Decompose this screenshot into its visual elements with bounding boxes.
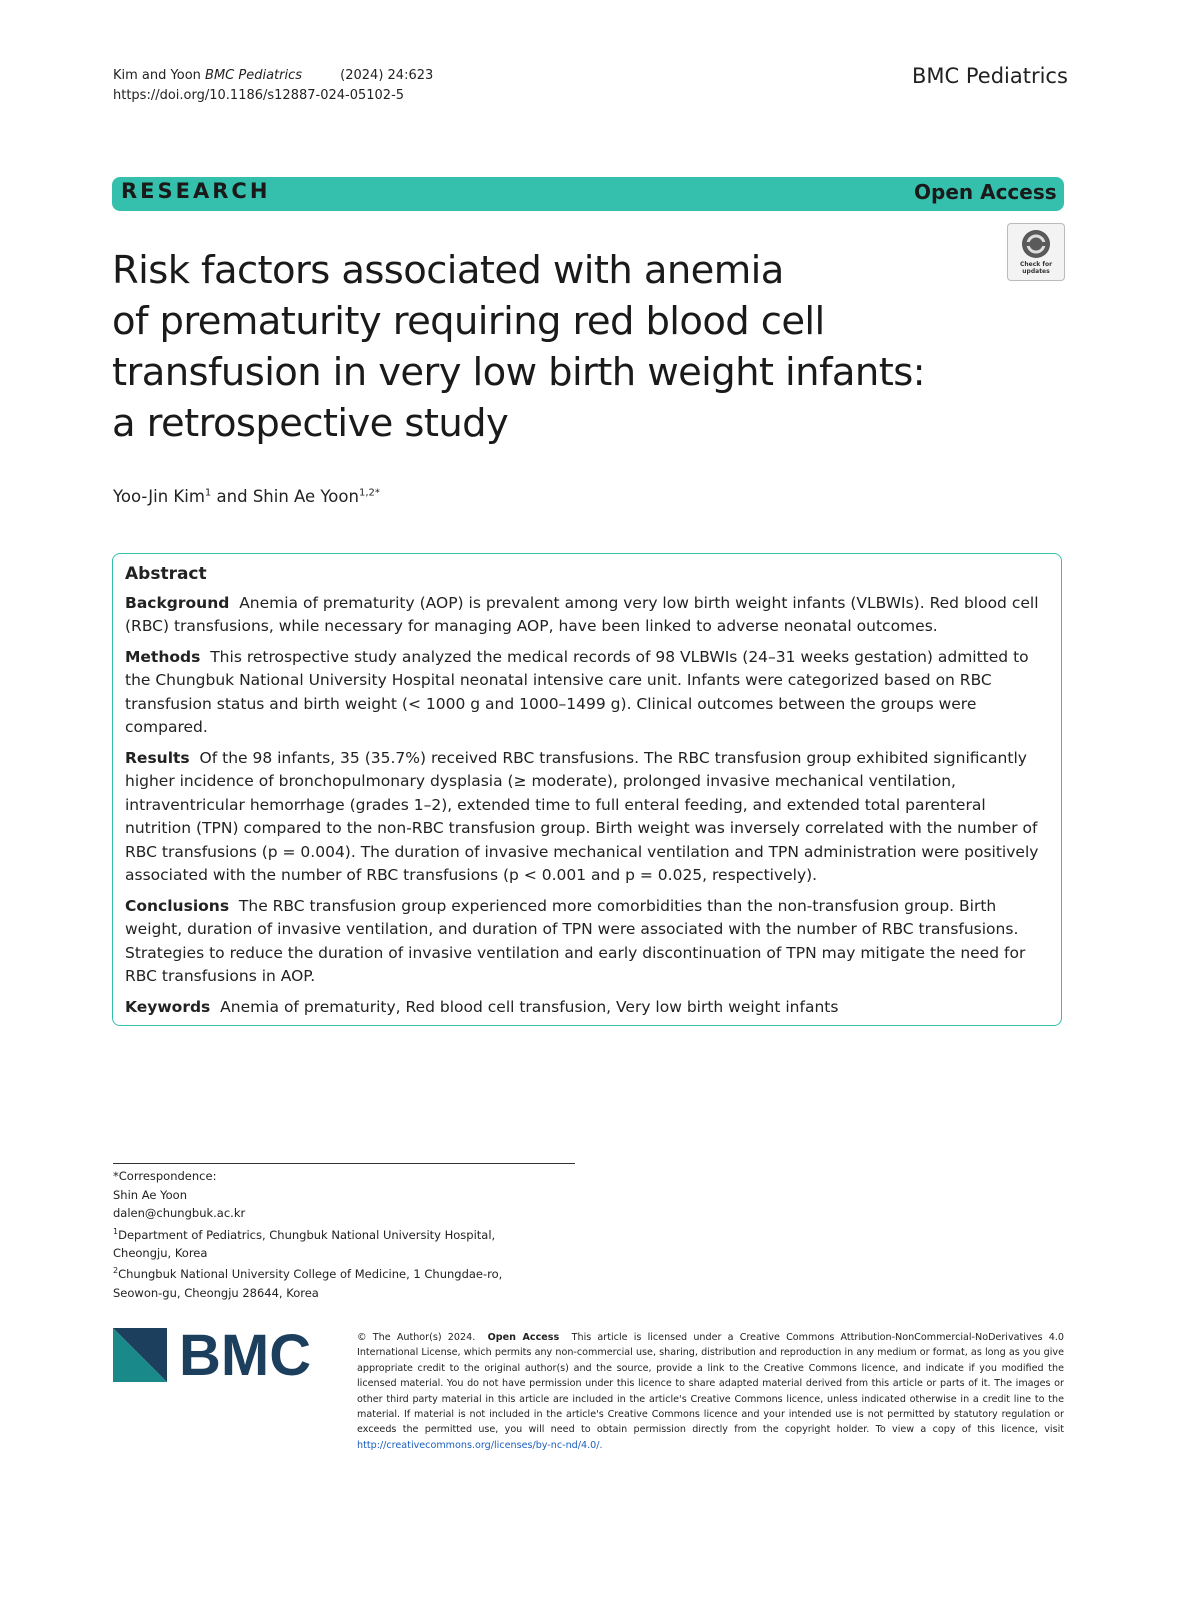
bmc-logo <box>113 1328 333 1384</box>
journal-name: BMC Pediatrics <box>912 64 1068 88</box>
title-line: of prematurity requiring red blood cell <box>112 299 825 344</box>
abstract-methods: Methods This retrospective study analyzed the medical records of 98 VLBWIs (24–31 weeks gestation) admitted to the Chungbuk National University Hospital neonatal intensive care unit. Infants were categorized based on RBC transfusion status and birth weight (< 1000 g and 1000–1499 g). Clinical outcomes between the groups were compared. <box>125 647 1029 736</box>
title-line: transfusion in very low birth weight infants: <box>112 350 926 395</box>
abstract-content <box>125 563 1053 1026</box>
citation-year-volume: (2024) 24:623 <box>340 68 434 83</box>
abstract-results: Results Of the 98 infants, 35 (35.7%) received RBC transfusions. The RBC transfusion group exhibited significantly higher incidence of bronchopulmonary dysplasia (≥ moderate), prolonged invasive mechanical ventilation, intraventricular hemorrhage (grades 1–2), extended time to full enteral feeding, and extended total parenteral nutrition (TPN) compared to the non-RBC transfusion group. Birth weight was inversely correlated with the number of RBC transfusions (p = 0.004). The duration of invasive mechanical ventilation and TPN administration were positively associated with the number of RBC transfusions (p < 0.001 and p = 0.025, respectively). <box>125 748 1039 884</box>
correspondence-footnote <box>113 1167 502 1302</box>
correspondence-name: Shin Ae Yoon <box>113 1187 187 1202</box>
check-for-updates-badge[interactable] <box>1007 223 1065 281</box>
author-name[interactable]: Shin Ae Yoon <box>252 487 359 506</box>
footnote-divider <box>113 1163 575 1164</box>
affiliation-1: $^1$Department of Pediatrics, Chungbuk National University Hospital, <box>113 1226 496 1242</box>
crossmark-label: Check for updates <box>1019 261 1053 275</box>
abstract-background: Background Anemia of prematurity (AOP) is prevalent among very low birth weight infants (VLBWIs). Red blood cell (RBC) transfusions, while necessary for managing AOP, have been linked to adverse neonatal outcomes. <box>125 593 1039 635</box>
citation-journal: BMC Pediatrics <box>205 68 303 83</box>
article-title <box>112 245 972 449</box>
affiliation-1-cont: Cheongju, Korea <box>113 1245 208 1260</box>
article-type-label: RESEARCH <box>121 179 271 203</box>
abstract-heading: Abstract <box>125 564 207 584</box>
title-line: a retrospective study <box>112 401 509 446</box>
affiliation-2: $^2$Chungbuk National University College of Medicine, 1 Chungdae-ro, <box>113 1266 503 1282</box>
article-citation <box>113 68 433 83</box>
abstract-keywords: Keywords Anemia of prematurity, Red blood cell transfusion, Very low birth weight infants <box>125 997 839 1016</box>
affiliation-marker: 1,2* <box>358 487 380 499</box>
license-link[interactable]: http://creativecommons.org/licenses/by-nc-nd/4.0/. <box>357 1439 603 1451</box>
open-access-label: Open Access <box>914 180 1057 204</box>
bmc-logo-text: BMC <box>179 1328 312 1384</box>
correspondence-email[interactable]: dalen@chungbuk.ac.kr <box>113 1206 246 1220</box>
title-line: Risk factors associated with anemia <box>112 248 784 293</box>
correspondence-label: *Correspondence: <box>113 1169 217 1183</box>
author-list: Yoo-Jin Kim$^1$ and Shin Ae Yoon$^{1,2*}$ <box>113 487 380 506</box>
citation-authors: Kim and Yoon <box>113 68 201 83</box>
affiliation-marker: 1 <box>204 487 212 499</box>
affiliation-2-cont: Seowon-gu, Cheongju 28644, Korea <box>113 1285 319 1300</box>
crossmark-icon <box>1022 230 1050 258</box>
author-name[interactable]: Yoo-Jin Kim <box>113 487 205 506</box>
abstract-conclusions: Conclusions The RBC transfusion group experienced more comorbidities than the non-transfusion group. Birth weight, duration of invasive ventilation, and duration of TPN were associated with the number of RBC transfusions. Strategies to reduce the duration of invasive ventilation and early discontinuation of TPN may mitigate the need for RBC transfusions in AOP. <box>125 896 1026 985</box>
license-statement: © The Author(s) 2024. Open Access This article is licensed under a Creative Commons Attribution-NonCommercial-NoDerivatives 4.0 International License, which permits any non-commercial use, sharing, distribution and reproduction in any medium or format, as long as you give appropriate credit to the original author(s) and the source, provide a link to the Creative Commons licence, and indicate if you modified the licensed material. You do not have permission under this licence to share adapted material derived from this article or parts of it. The images or other third party material in this article are included in the article's Creative Commons licence, unless indicated otherwise in a credit line to the material. If material is not included in the article's Creative Commons licence and your intended use is not permitted by statutory regulation or exceeds the permitted use, you will need to obtain permission directly from the copyright holder. To view a copy of this licence, visit http://creativecommons.org/licenses/by-nc-nd/4.0/. <box>357 1332 1064 1451</box>
doi-link[interactable]: https://doi.org/10.1186/s12887-024-05102-5 <box>113 88 405 103</box>
